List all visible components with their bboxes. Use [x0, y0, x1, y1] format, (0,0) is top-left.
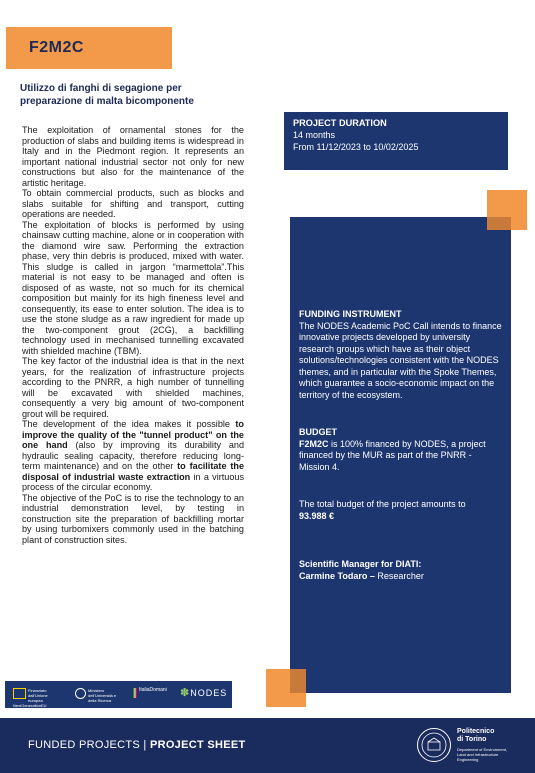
paragraph-3: The exploitation of blocks is performed by using chainsaw cutting machine, alone or in cooperation with the diamond wire saw. Performing the extraction phase, very thin debris is produced, mixed with water. This sludge is called in jargon “marmettola”.This material is not easy to be managed and often is disposed of as waste, not so much for its chemical composition but mainly for its high fineness level and consequently, its ease to enter solution. The idea is to use the stone sludge as a raw ingredient for made up the two-component grout (2CG), a backfilling technology used in mechanised tunnelling excavated with shielded machine (TBM). — [22, 219, 244, 356]
footer-label-a: FUNDED PROJECTS | — [28, 739, 150, 751]
duration-months: 14 months — [293, 130, 336, 140]
funding-text: The NODES Academic PoC Call intends to finance innovative projects developed by university research groups which have as their object solutions/technologies consistent with the NODES themes, and in particular with the Spoke Themes, which guarantee a socio-economic impact on the territory of the ecosystem. — [299, 320, 502, 400]
manager-name: Carmine Todaro – — [299, 570, 375, 581]
paragraph-4: The key factor of the industrial idea is that in the next years, for the realization of infrastructure projects according to the PNRR, a high number of tunnelling will be excavated with shielded machines, consequently a very big amount of two-component grout will be required. — [22, 356, 244, 419]
p5-text-c: (also by improving its durability and hydraulic sealing capacity, therefore reducing long-term maintenance) and on the other — [22, 440, 245, 471]
budget-total-text: The total budget of the project amounts to — [299, 499, 466, 509]
paragraph-2: To obtain commercial products, such as blocks and slabs suitable for shifting and transport, cutting operations are needed. — [22, 188, 244, 219]
funder-logos — [5, 681, 232, 708]
budget-section — [299, 427, 502, 473]
polito-seal-icon — [417, 728, 451, 762]
decorative-overlap-top — [487, 217, 511, 230]
p5-text-a: The development of the idea makes it possible — [22, 419, 236, 429]
seal-graphic — [418, 729, 450, 761]
funding-heading: FUNDING INSTRUMENT — [299, 309, 402, 319]
project-description — [22, 125, 244, 545]
ministry-logo-text: Ministero dell'Università e della Ricerca — [88, 688, 117, 703]
budget-text — [299, 439, 502, 474]
title-banner — [6, 27, 172, 69]
manager-role: Researcher — [374, 570, 424, 581]
info-panel — [290, 217, 511, 693]
budget-project-name: F2M2C — [299, 438, 329, 449]
paragraph-5 — [22, 419, 244, 493]
footer-label — [28, 739, 246, 751]
paragraph-1: The exploitation of ornamental stones for the production of slabs and building items is widespread in Italy and in the Piedmont region. It represents an important national industrial sector not only for new constructions but also for the maintenance of the artistic heritage. — [22, 125, 244, 188]
italiadomani-text: ItaliaDomani — [139, 687, 167, 693]
italian-flag-icon — [133, 688, 137, 698]
decorative-overlap-bottom — [290, 669, 306, 693]
duration-heading: PROJECT DURATION — [293, 118, 387, 128]
duration-box — [284, 112, 508, 170]
footer — [0, 718, 535, 773]
project-title: F2M2C — [29, 39, 84, 56]
footer-label-b: PROJECT SHEET — [149, 739, 246, 751]
italiadomani-logo — [133, 688, 173, 701]
department-name: Department of Environment, Land and Infrastructure Engineering — [457, 747, 508, 762]
university-name — [457, 728, 494, 744]
paragraph-6: The objective of the PoC is to rise the technology to an industrial demonstration level, by testing in construction site the preparation of backfilling mortar by using turbomixers commonly used in the batching plant of construction sites. — [22, 492, 244, 545]
duration-range: From 11/12/2023 to 10/02/2025 — [293, 142, 419, 152]
university-name-line1: Politecnico — [457, 728, 495, 735]
budget-total — [299, 499, 502, 522]
nodes-logo — [180, 687, 230, 700]
p5-bold-d: to facilitate the disposal of industrial waste extraction — [22, 461, 245, 482]
nodes-logo-text: NODES — [190, 688, 228, 698]
manager-section — [299, 559, 502, 582]
p5-text-e: in a virtuous process of the circular economy. — [22, 471, 244, 492]
project-subtitle: Utilizzo di fanghi di segagione per preparazione di malta bicomponente — [20, 83, 194, 107]
budget-description: is 100% financed by NODES, a project financed by the MUR as part of the PNRR - Mission 4. — [299, 438, 486, 472]
budget-total-value: 93.988 € — [299, 510, 335, 521]
manager-line — [299, 571, 502, 583]
ministry-emblem-icon — [75, 688, 86, 699]
manager-heading: Scientific Manager for DIATI: — [299, 559, 422, 569]
funding-section — [299, 309, 502, 401]
eu-flag-icon — [13, 688, 26, 699]
university-name-line2: di Torino — [457, 736, 487, 743]
nodes-leaf-icon: ✽ — [180, 687, 191, 699]
budget-heading: BUDGET — [299, 427, 337, 437]
eu-logo — [13, 688, 59, 708]
eu-logo-text: Finanziato dall'Unione europea NextGenerationEU — [13, 688, 48, 708]
ministry-logo — [75, 688, 117, 701]
p5-bold-b: to improve the quality of the "tunnel product" on the one hand — [22, 419, 244, 450]
